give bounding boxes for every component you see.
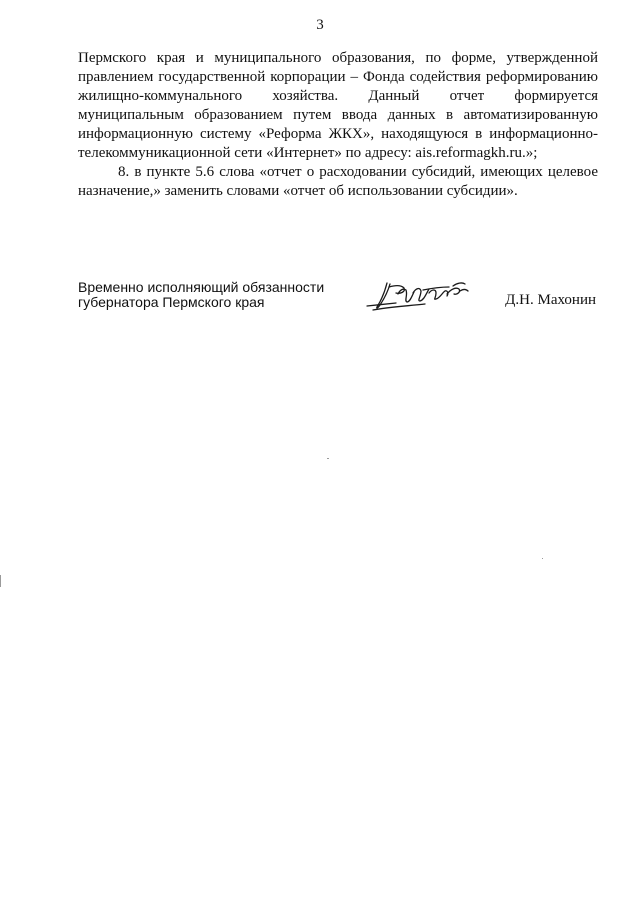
page-number: 3 xyxy=(316,17,324,33)
signer-name: Д.Н. Махонин xyxy=(505,292,596,308)
signature-block xyxy=(78,280,598,330)
body-text xyxy=(78,49,598,201)
handwritten-signature xyxy=(363,275,473,317)
signer-title xyxy=(78,280,324,310)
scan-speck xyxy=(542,558,543,559)
signer-title-line: губернатора Пермского края xyxy=(78,294,265,310)
signer-title-line: Временно исполняющий обязанности xyxy=(78,279,325,295)
body-paragraph: Пермского края и муниципального образования, по форме, утвержденной правлением государственной корпорации – Фонда содействия реформированию жилищно-коммунального хозяйства. Данный отчет формируется муниципальным образованием путем ввода данных в автоматизированную информационную систему «Реформа ЖКХ», находящуюся в информационно-телекоммуникационной сети «Интернет» по адресу: ais.reformagkh.ru.»; xyxy=(78,50,598,161)
scan-speck xyxy=(0,575,1,587)
scan-speck xyxy=(327,458,329,459)
body-paragraph: 8. в пункте 5.6 слова «отчет о расходовании субсидий, имеющих целевое назначение,» заменить словами «отчет об использовании субсидии». xyxy=(78,164,598,199)
